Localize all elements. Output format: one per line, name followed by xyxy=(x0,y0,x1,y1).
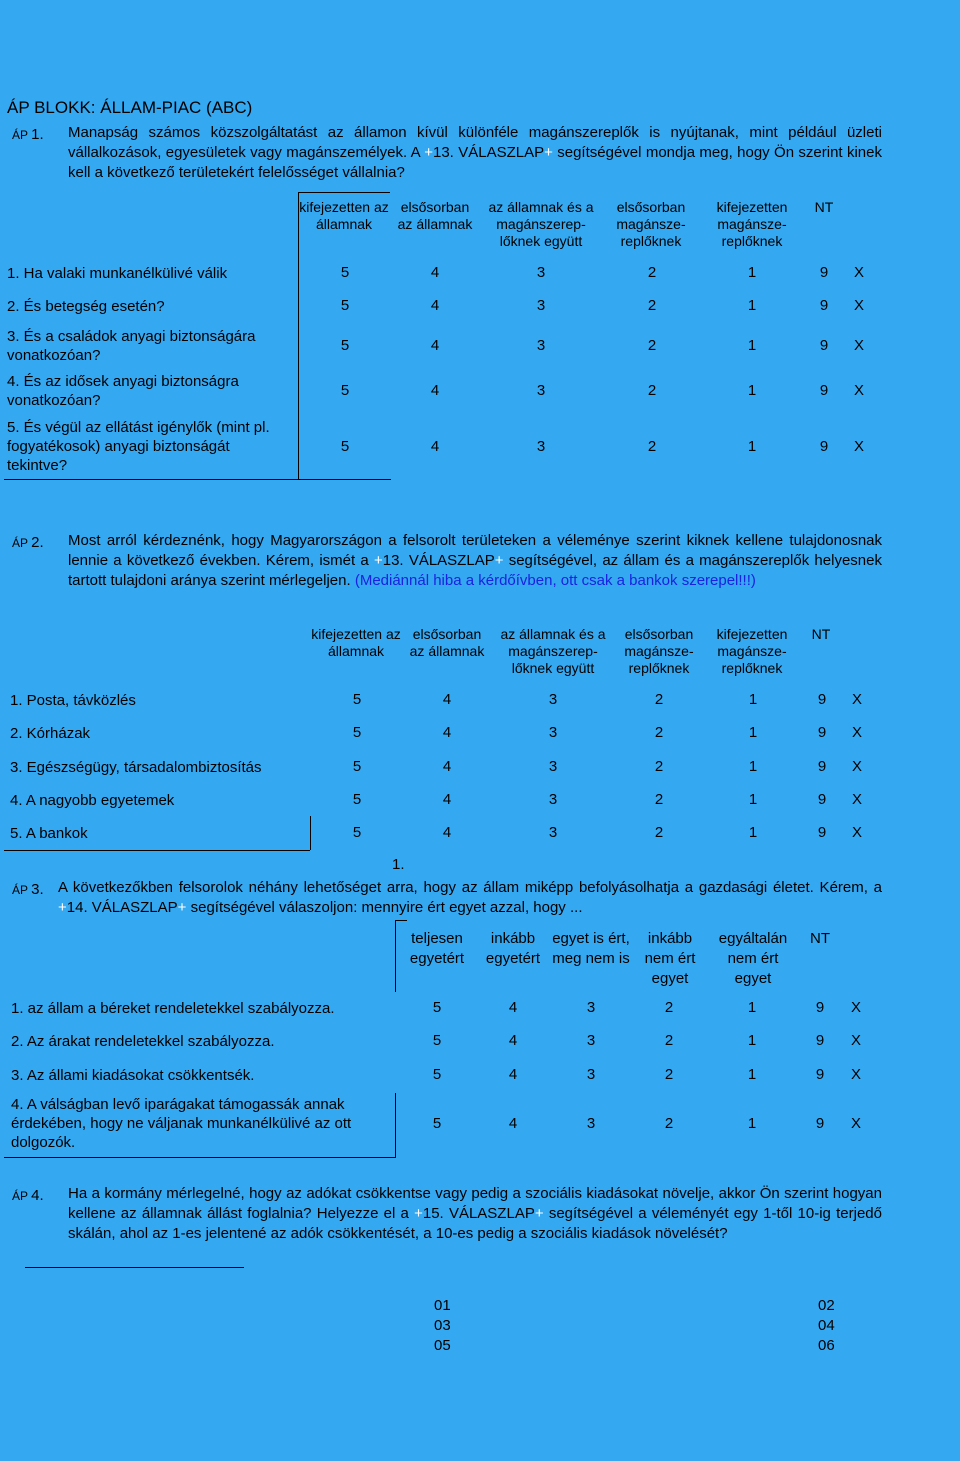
column-header: NT xyxy=(811,626,831,642)
q2-answer-option[interactable]: 5 xyxy=(352,758,362,775)
q1-answer-option[interactable]: 1 xyxy=(747,264,757,281)
q1-answer-option[interactable]: 3 xyxy=(536,264,546,281)
scale-option[interactable]: 05 xyxy=(434,1337,451,1354)
q2-answer-option[interactable]: 9 xyxy=(817,691,827,708)
column-header: kifejezetten magánsze-replőknek xyxy=(716,626,788,676)
q2-answer-option[interactable]: X xyxy=(851,791,862,808)
q3-answer-option[interactable]: 5 xyxy=(432,1115,442,1132)
column-header: NT xyxy=(810,930,830,947)
q1-answer-option[interactable]: 4 xyxy=(430,337,440,354)
q3-answer-option[interactable]: 5 xyxy=(432,1032,442,1049)
q1-item-label: 4. És az idősek anyagi biztonságra vonatkozóan? xyxy=(7,373,239,409)
q3-answer-option[interactable]: 9 xyxy=(815,1032,825,1049)
q3-answer-option[interactable]: 4 xyxy=(508,1115,518,1132)
q1-answer-option[interactable]: 2 xyxy=(647,264,657,281)
q2-answer-option[interactable]: 2 xyxy=(654,791,664,808)
q2-answer-option[interactable]: X xyxy=(851,724,862,741)
q1-item-label: 2. És betegség esetén? xyxy=(7,298,165,315)
q1-answer-option[interactable]: X xyxy=(853,438,864,455)
q2-answer-option[interactable]: 9 xyxy=(817,824,827,841)
q1-answer-option[interactable]: 9 xyxy=(819,297,829,314)
q3-number: ÁP 3. xyxy=(12,881,44,898)
q1-answer-option[interactable]: 5 xyxy=(340,264,350,281)
q1-answer-option[interactable]: 2 xyxy=(647,438,657,455)
q1-answer-option[interactable]: 9 xyxy=(819,382,829,399)
q3-answer-option[interactable]: 9 xyxy=(815,1115,825,1132)
q2-answer-option[interactable]: 4 xyxy=(442,691,452,708)
column-header: kifejezetten az államnak xyxy=(311,626,401,659)
q1-answer-option[interactable]: 9 xyxy=(819,438,829,455)
q2-answer-option[interactable]: 5 xyxy=(352,724,362,741)
q4-number: ÁP 4. xyxy=(12,1187,44,1204)
q2-answer-option[interactable]: 1 xyxy=(748,724,758,741)
q2-item-label: 1. Posta, távközlés xyxy=(10,692,136,709)
q1-answer-option[interactable]: 3 xyxy=(536,337,546,354)
q1-answer-option[interactable]: 3 xyxy=(536,297,546,314)
q1-text: Manapság számos közszolgáltatást az államon kívül különféle magánszereplők is nyújtanak, mint például üzleti vállalkozások, egyesületek vagy magánszemélyek. A +13. VÁLASZLAP+ segítségével mondja meg, hogy Ön szerint kinek kell a következő területekért felelősséget vállalnia? xyxy=(68,124,882,181)
section-title: ÁP BLOKK: ÁLLAM-PIAC (ABC) xyxy=(7,98,253,117)
q2-answer-option[interactable]: X xyxy=(851,824,862,841)
q3-item-label: 3. Az állami kiadásokat csökkentsék. xyxy=(11,1067,255,1084)
q1-answer-option[interactable]: 5 xyxy=(340,297,350,314)
q2-answer-option[interactable]: X xyxy=(851,691,862,708)
scale-option[interactable]: 02 xyxy=(818,1297,835,1314)
q2-answer-option[interactable]: 3 xyxy=(548,758,558,775)
q3-answer-option[interactable]: 1 xyxy=(747,999,757,1016)
q2-trailing-number: 1. xyxy=(392,856,405,873)
column-header: NT xyxy=(814,199,834,215)
q3-answer-option[interactable]: 2 xyxy=(664,1115,674,1132)
q2-item-label: 3. Egészségügy, társadalombiztosítás xyxy=(10,759,262,776)
q3-answer-option[interactable]: X xyxy=(850,1115,861,1132)
answer-line xyxy=(25,1267,244,1268)
q2-answer-option[interactable]: 3 xyxy=(548,724,558,741)
q1-answer-option[interactable]: 4 xyxy=(430,382,440,399)
q3-text: A következőkben felsorolok néhány lehetőséget arra, hogy az állam miképp befolyásolhatja a gazdasági életet. Kérem, a +14. VÁLASZLAP+ segítségével válaszoljon: mennyire ért egyet azzal, hogy ... xyxy=(58,879,882,916)
q2-answer-option[interactable]: 2 xyxy=(654,824,664,841)
q3-answer-option[interactable]: 1 xyxy=(747,1066,757,1083)
column-header: egyet is ért, meg nem is xyxy=(552,930,630,967)
q1-answer-option[interactable]: 3 xyxy=(536,438,546,455)
q3-answer-option[interactable]: 2 xyxy=(664,1032,674,1049)
scale-option[interactable]: 01 xyxy=(434,1297,451,1314)
q1-item-label: 5. És végül az ellátást igénylők (mint pl. fogyatékosok) anyagi biztonságát tekintve? xyxy=(7,419,270,474)
q2-answer-option[interactable]: 3 xyxy=(548,691,558,708)
column-header: elsősorban magánsze-replőknek xyxy=(624,626,694,676)
q2-answer-option[interactable]: 9 xyxy=(817,791,827,808)
q3-answer-option[interactable]: 9 xyxy=(815,999,825,1016)
q3-answer-option[interactable]: 4 xyxy=(508,1066,518,1083)
q3-answer-option[interactable]: X xyxy=(850,1066,861,1083)
q3-answer-option[interactable]: 9 xyxy=(815,1066,825,1083)
q3-answer-option[interactable]: X xyxy=(850,999,861,1016)
column-header: elsősorban az államnak xyxy=(409,626,485,659)
column-header: elsősorban magánsze-replőknek xyxy=(616,199,686,249)
q3-answer-option[interactable]: 1 xyxy=(747,1032,757,1049)
q1-item-label: 1. Ha valaki munkanélkülivé válik xyxy=(7,265,228,282)
q2-answer-option[interactable]: 9 xyxy=(817,758,827,775)
q4-scale-right xyxy=(818,1296,835,1356)
q3-answer-option[interactable]: 5 xyxy=(432,999,442,1016)
q1-number: ÁP 1. xyxy=(12,126,44,143)
q3-answer-option[interactable]: 4 xyxy=(508,1032,518,1049)
q2-number: ÁP 2. xyxy=(12,534,44,551)
q3-answer-option[interactable]: 3 xyxy=(586,1032,596,1049)
q1-item-label: 3. És a családok anyagi biztonságára vonatkozóan? xyxy=(7,328,256,364)
q3-item-label: 2. Az árakat rendeletekkel szabályozza. xyxy=(11,1033,275,1050)
q2-answer-option[interactable]: 1 xyxy=(748,691,758,708)
q1-answer-option[interactable]: X xyxy=(853,297,864,314)
q2-answer-option[interactable]: 1 xyxy=(748,758,758,775)
q1-answer-option[interactable]: X xyxy=(853,382,864,399)
q2-answer-option[interactable]: X xyxy=(851,758,862,775)
q2-answer-option[interactable]: 2 xyxy=(654,724,664,741)
q2-text: Most arról kérdeznénk, hogy Magyarországon a felsorolt területeken a véleménye szerint kiknek kellene tulajdonosnak lennie a következő években. Kérem, ismét a +13. VÁLASZLAP+ segítségével, az állam és a magánszereplők helyesnek tartott tulajdoni aránya szerint mérlegeljen. (Mediánnál hiba a kérdőívben, ott csak a bankok szerepel!!!) xyxy=(68,532,882,589)
q2-item-label: 2. Kórházak xyxy=(10,725,91,742)
column-header: inkább nem ért egyet xyxy=(644,930,696,987)
q1-answer-option[interactable]: 5 xyxy=(340,337,350,354)
q2-answer-option[interactable]: 3 xyxy=(548,824,558,841)
q3-item-label: 1. az állam a béreket rendeletekkel szabályozza. xyxy=(11,1000,335,1017)
q1-answer-option[interactable]: 9 xyxy=(819,264,829,281)
q1-answer-option[interactable]: 3 xyxy=(536,382,546,399)
q1-answer-option[interactable]: 1 xyxy=(747,382,757,399)
q2-answer-option[interactable]: 4 xyxy=(442,791,452,808)
q3-answer-option[interactable]: 3 xyxy=(586,999,596,1016)
q1-answer-option[interactable]: 2 xyxy=(647,382,657,399)
q1-answer-option[interactable]: 9 xyxy=(819,337,829,354)
q1-answer-option[interactable]: X xyxy=(853,337,864,354)
q2-answer-option[interactable]: 9 xyxy=(817,724,827,741)
q2-item-label: 4. A nagyobb egyetemek xyxy=(10,792,175,809)
q1-answer-option[interactable]: 5 xyxy=(340,382,350,399)
q1-answer-option[interactable]: 1 xyxy=(747,337,757,354)
q2-answer-option[interactable]: 2 xyxy=(654,758,664,775)
q2-answer-option[interactable]: 4 xyxy=(442,724,452,741)
q1-answer-option[interactable]: 2 xyxy=(647,297,657,314)
column-header: az államnak és a magánszerep-lőknek együtt xyxy=(488,199,594,249)
q2-answer-option[interactable]: 4 xyxy=(442,758,452,775)
q1-answer-option[interactable]: 5 xyxy=(340,438,350,455)
q1-answer-option[interactable]: 1 xyxy=(747,297,757,314)
column-header: egyáltalán nem ért egyet xyxy=(718,930,788,987)
q2-answer-option[interactable]: 1 xyxy=(748,791,758,808)
q3-answer-option[interactable]: 1 xyxy=(747,1115,757,1132)
q3-answer-option[interactable]: 5 xyxy=(432,1066,442,1083)
q2-answer-option[interactable]: 5 xyxy=(352,691,362,708)
column-header: kifejezetten magánsze-replőknek xyxy=(716,199,788,249)
column-header: inkább egyetért xyxy=(485,930,541,967)
q2-answer-option[interactable]: 5 xyxy=(352,824,362,841)
q3-item-label: 4. A válságban levő iparágakat támogassák annak érdekében, hogy ne váljanak munkanélkülivé az ott dolgozók. xyxy=(11,1096,352,1151)
scale-option[interactable]: 03 xyxy=(434,1317,451,1334)
q4-text: Ha a kormány mérlegelné, hogy az adókat csökkentse vagy pedig a szociális kiadásokat növelje, akkor Ön szerint hogyan kellene az államnak állást foglalnia? Helyezze el a +15. VÁLASZLAP+ segítségével a véleményét egy 1-től 10-ig terjedő skálán, ahol az 1-es jelentené az adók csökkentését, a 10-es pedig a szociális kiadások növelését? xyxy=(68,1185,882,1242)
q3-answer-option[interactable]: 2 xyxy=(664,1066,674,1083)
q3-answer-option[interactable]: 3 xyxy=(586,1066,596,1083)
scale-option[interactable]: 06 xyxy=(818,1337,835,1354)
q2-answer-option[interactable]: 2 xyxy=(654,691,664,708)
q3-answer-option[interactable]: 3 xyxy=(586,1115,596,1132)
scale-option[interactable]: 04 xyxy=(818,1317,835,1334)
q2-answer-option[interactable]: 4 xyxy=(442,824,452,841)
q2-answer-option[interactable]: 3 xyxy=(548,791,558,808)
q3-answer-option[interactable]: 4 xyxy=(508,999,518,1016)
q2-answer-option[interactable]: 1 xyxy=(748,824,758,841)
q3-answer-option[interactable]: X xyxy=(850,1032,861,1049)
q1-answer-option[interactable]: 4 xyxy=(430,438,440,455)
column-header: elsősorban az államnak xyxy=(397,199,473,232)
q3-answer-option[interactable]: 2 xyxy=(664,999,674,1016)
q1-answer-option[interactable]: 1 xyxy=(747,438,757,455)
column-header: az államnak és a magánszerep-lőknek együtt xyxy=(500,626,606,676)
column-header: teljesen egyetért xyxy=(409,930,465,967)
q1-answer-option[interactable]: 2 xyxy=(647,337,657,354)
q1-answer-option[interactable]: 4 xyxy=(430,297,440,314)
q4-scale-left xyxy=(434,1296,451,1356)
column-header: kifejezetten az államnak xyxy=(299,199,389,232)
q2-item-label: 5. A bankok xyxy=(10,825,88,842)
q2-answer-option[interactable]: 5 xyxy=(352,791,362,808)
q1-answer-option[interactable]: 4 xyxy=(430,264,440,281)
q1-answer-option[interactable]: X xyxy=(853,264,864,281)
